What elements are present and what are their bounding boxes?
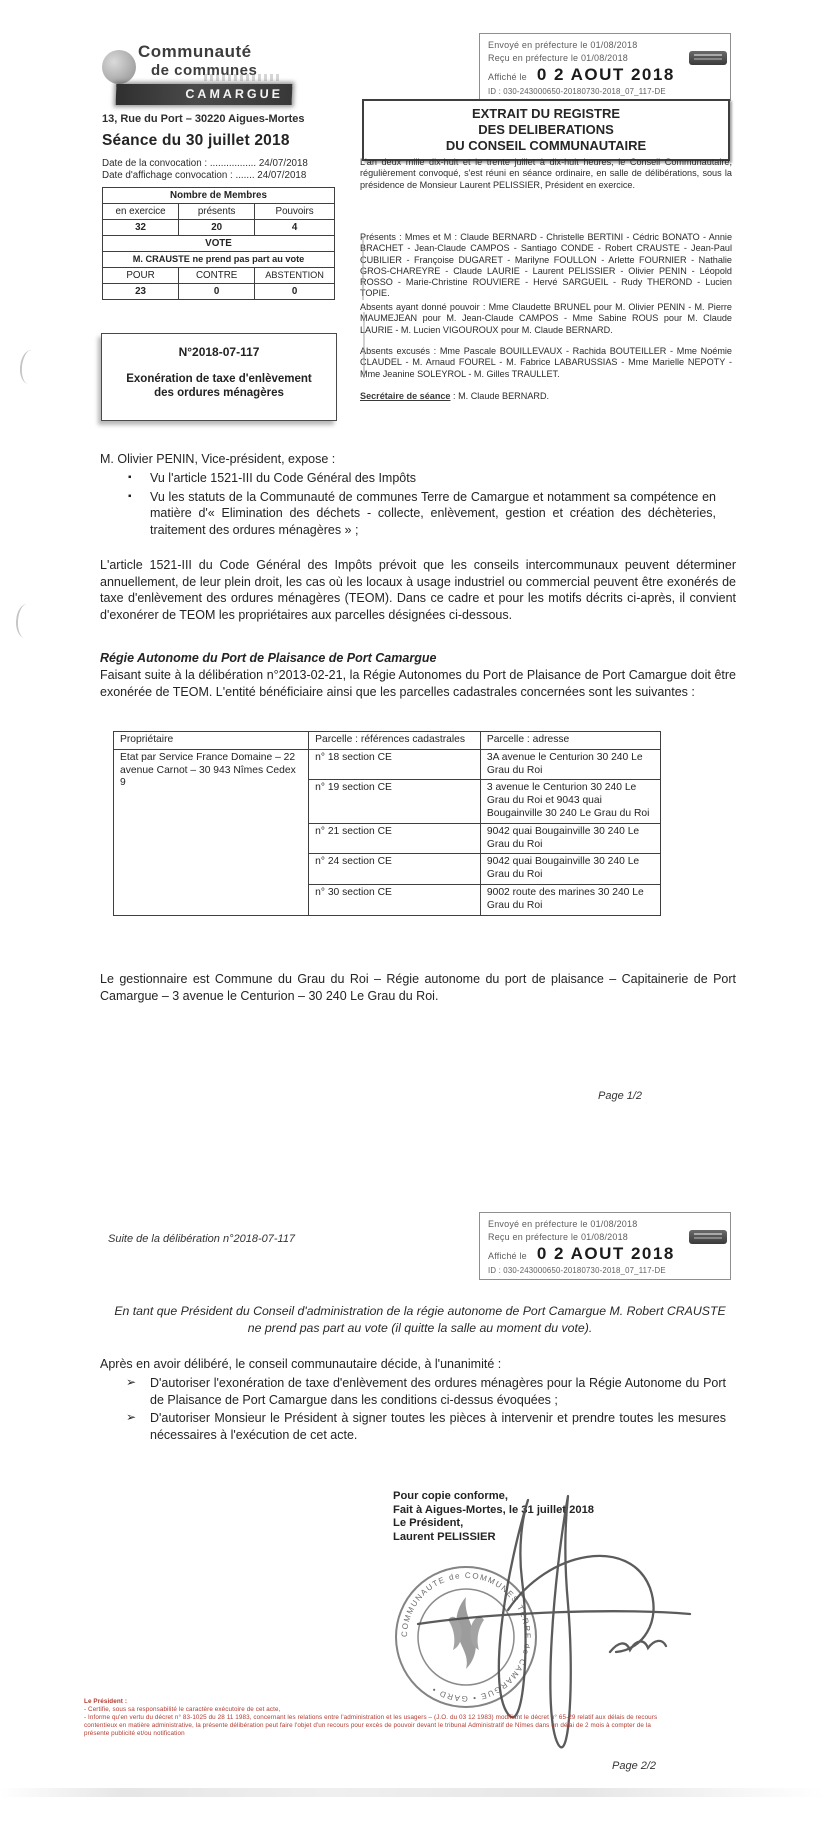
parcelles-header-proprietaire: Propriétaire [114,732,309,750]
scan-artifact [362,236,364,300]
parcelle-adresse: 9042 quai Bougainville 30 240 Le Grau du Roi [480,854,660,885]
vote-note: M. CRAUSTE ne prend pas part au vote [103,252,335,268]
parcelles-header-references: Parcelle : références cadastrales [309,732,481,750]
stamp-affiche-label: Affiché le [488,72,527,82]
absents-excuses-list: Absents excusés : Mme Pascale BOUILLEVAUX - Rachida BOUTEILLER - Mme Noémie CLAUDEL - M. Arnaud FOUREL - M. Fabrice LABARUSSIAS - Mme Marielle NEPOTY - Mme Jeanine SOLEYROL - M. Gilles TRAULLET. [360,346,732,379]
signature-line4: Laurent PELISSIER [393,1530,496,1543]
crauste-note: En tant que Président du Conseil d'administration de la régie autonome de Port Camargue M. Robert CRAUSTE ne prend pas part au vote (il quitte la salle au moment du vote). [114,1304,726,1335]
seal-text: COMMUNAUTE de COMMUNES TERRE de CAMARGUE • GARD • [399,1570,533,1704]
parcelle-ref: n° 21 section CE [309,823,481,854]
expose-bullets [128,470,716,540]
vote-col-contre: CONTRE [179,268,255,284]
vote-val-contre: 0 [179,284,255,300]
seance-title: Séance du 30 juillet 2018 [102,132,290,149]
logo-banner: CAMARGUE [116,84,293,105]
decision-text: D'autoriser Monsieur le Président à signer toutes les pièces à intervenir et prendre toutes les mesures nécessaires à l'exécution de cet acte. [150,1411,726,1442]
signature-line1: Pour copie conforme, [393,1490,508,1502]
prefecture-stamp-2 [479,1212,731,1280]
parcelles-table [113,731,661,916]
footnote-line: contentieux en matière administrative, la présente délibération peut faire l'objet d'un recours pour excès de pouvoir devant le tribunal Administratif de Nîmes dans un délai de 2 mois à compter de la [84,1722,651,1729]
table-row [114,749,661,780]
decision-item [126,1375,726,1408]
logo-address: 13, Rue du Port – 30220 Aigues-Mortes [102,113,305,125]
arrow-bullet-icon: ➢ [126,1375,137,1389]
vote-col-pour: POUR [103,268,179,284]
parcelles-owner: Etat par Service France Domaine – 22 avenue Carnot – 30 943 Nîmes Cedex 9 [114,749,309,915]
members-val-presents: 20 [179,220,255,236]
page-number-1: Page 1/2 [598,1090,643,1102]
parcelle-adresse: 9042 quai Bougainville 30 240 Le Grau du Roi [480,823,660,854]
prefecture-badge-icon [689,1230,727,1244]
deliberation-box [101,333,337,421]
decide-intro: Après en avoir délibéré, le conseil communautaire décide, à l'unanimité : [100,1357,502,1371]
parcelle-adresse: 3A avenue le Centurion 30 240 Le Grau du Roi [480,749,660,780]
logo-texture [204,74,282,81]
stamp-id: ID : 030-243000650-20180730-2018_07_117-DE [488,1266,666,1275]
register-title-line1: EXTRAIT DU REGISTRE [471,106,621,121]
register-title-line2: DES DELIBERATIONS [478,122,614,137]
footnote-line: - Informe qu'en vertu du décret n° 83-1025 du 28 11 1983, concernant les relations entre l'administration et les usagers – (J.O. du 03 12 1983) modifiant le décret n° 65-29 relatif aux délais de recours [84,1714,658,1721]
arrow-bullet-icon: ➢ [126,1410,137,1424]
expose-intro: M. Olivier PENIN, Vice-président, expose : [100,452,336,466]
parcelle-adresse: 9002 route des marines 30 240 Le Grau du Roi [480,884,660,915]
stamp-envoye: Envoyé en préfecture le 01/08/2018 [488,40,638,50]
square-bullet-icon: ▪ [128,490,132,502]
decision-text: D'autoriser l'exonération de taxe d'enlèvement des ordures ménagères pour la Régie Autonome du Port de Plaisance de Port Camargue dans les conditions ci-dessus évoquées ; [150,1376,726,1407]
page-number-2: Page 2/2 [612,1760,657,1772]
date-convocation: Date de la convocation : ................. 24/07/2018 [102,158,308,169]
legal-footnote [84,1698,739,1738]
parcelle-ref: n° 19 section CE [309,780,481,823]
logo-globe-icon [102,50,136,84]
regie-heading: Régie Autonome du Port de Plaisance de Port Camargue [100,651,437,665]
session-paragraph: L'an deux mille dix-huit et le trente juillet à dix-huit heures, le Conseil Communautaire, régulièrement convoqué, s'est réuni en séance ordinaire, en salle de délibérations, sous la présidence de Monsieur Laurent PELISSIER, Président en exercice. [360,157,732,190]
deliberation-title-line2: des ordures ménagères [154,387,284,399]
bullet-item [128,489,716,539]
footnote-line: - Certifie, sous sa responsabilité le caractère exécutoire de cet acte, [84,1706,281,1713]
members-col-pouvoirs: Pouvoirs [255,204,335,220]
bullet-text: Vu les statuts de la Communauté de communes Terre de Camargue et notamment sa compétence en matière d'« Elimination des déchets - collecte, enlèvement, gestion et création des déchèteries, traitement des ordures ménagères » ; [150,489,716,537]
decisions-list [126,1375,726,1445]
members-val-exercice: 32 [103,220,179,236]
signature-line3: Le Président, [393,1517,464,1529]
suite-deliberation-label: Suite de la délibération n°2018-07-117 [108,1233,296,1245]
parcelle-ref: n° 18 section CE [309,749,481,780]
date-affichage: Date d'affichage convocation : ....... 24/07/2018 [102,170,307,181]
article-paragraph: L'article 1521-III du Code Général des Impôts prévoit que les conseils intercommunaux peuvent déterminer annuellement, de leur plein droit, les cas où les locaux à usage industriel ou commercial peuvent être exonérés de taxe d'enlèvement des ordures ménagères (TEOM). Dans ce cadre et pour les motifs décrits ci-après, il convient d'exonérer de TEOM les propriétaires aux parcelles désignées ci-dessous. [100,558,736,622]
vote-title: VOTE [103,236,335,252]
absents-pouvoir-list: Absents ayant donné pouvoir : Mme Claudette BRUNEL pour M. Olivier PENIN - M. Pierre MAUMEJEAN pour M. Jean-Claude CAMPOS - Mme Sabine ROUS pour M. Claude LAURIE - M. Lucien VIGOUROUX pour M. Claude BERNARD. [360,302,732,335]
presents-list: Présents : Mmes et M : Claude BERNARD - Christelle BERTINI - Cédric BONATO - Annie BRACHET - Jean-Claude CAMPOS - Santiago CONDE - Robert CRAUSTE - Jean-Paul CUBILIER - Françoise DUGARET - Marilyne FOULLON - Arlette FOURNIER - Nathalie GROS-CHAREYRE - Claude LAURIE - Laurent PELISSIER - Olivier PENIN - Léopold ROSSO - Marie-Christine ROUVIERE - Hervé SARGUEIL - Rudy THEROND - Lucien TOPIE. [360,232,732,299]
parcelles-header-adresse: Parcelle : adresse [480,732,660,750]
members-table [102,187,335,300]
members-col-presents: présents [179,204,255,220]
stamp-envoye: Envoyé en préfecture le 01/08/2018 [488,1219,638,1229]
logo-line1: Communauté [138,42,252,61]
stamp-affiche-date: 0 2 AOUT 2018 [536,65,675,84]
deliberation-number: N°2018-07-117 [178,345,260,359]
parcelle-adresse: 3 avenue le Centurion 30 240 Le Grau du Roi et 9043 quai Bougainville 30 240 Le Grau du Roi [480,780,660,823]
bullet-text: Vu l'article 1521-III du Code Général des Impôts [150,471,416,485]
prefecture-badge-icon [689,51,727,65]
footnote-line: présente publicité et/ou notification [84,1730,185,1737]
register-title-box [362,99,730,161]
footnote-line: Le Président : [84,1698,128,1705]
parcelle-ref: n° 30 section CE [309,884,481,915]
binder-ring-mark [15,603,37,638]
vote-val-pour: 23 [103,284,179,300]
prefecture-stamp-1 [479,33,731,101]
secretaire-value: : M. Claude BERNARD. [450,391,550,401]
stamp-affiche-date: 0 2 AOUT 2018 [536,1244,675,1263]
stamp-recu: Reçu en préfecture le 01/08/2018 [488,1231,628,1242]
members-col-exercice: en exercice [103,204,179,220]
binder-ring-mark [18,349,41,385]
signature-line2: Fait à Aigues-Mortes, le 31 juillet 2018 [393,1503,595,1516]
register-title-line3: DU CONSEIL COMMUNAUTAIRE [445,138,647,153]
deliberation-title-line1: Exonération de taxe d'enlèvement [126,373,312,385]
logo-line2: de communes [151,62,258,79]
bullet-item [128,470,716,487]
scan-artifact [363,312,365,378]
decision-item [126,1410,726,1443]
seal-crest-icon [448,1597,484,1669]
gestionnaire-paragraph: Le gestionnaire est Commune du Grau du Roi – Régie autonome du port de plaisance – Capitainerie de Port Camargue – 3 avenue le Centurion – 30 240 Le Grau du Roi. [100,972,736,1003]
stamp-recu: Reçu en préfecture le 01/08/2018 [488,52,628,63]
secretaire-line [360,391,732,402]
stamp-id: ID : 030-243000650-20180730-2018_07_117-DE [488,87,666,96]
vote-col-abstention: ABSTENTION [255,268,335,284]
vote-val-abstention: 0 [255,284,335,300]
regie-paragraph: Faisant suite à la délibération n°2013-02-21, la Régie Autonomes du Port de Plaisance de Port Camargue doit être exonérée de TEOM. L'entité bénéficiaire ainsi que les parcelles cadastrales concernées sont les suivantes : [100,668,736,699]
stamp-affiche-label: Affiché le [488,1251,527,1261]
scan-streak-artifact [0,1788,826,1797]
secretaire-label: Secrétaire de séance [360,391,451,401]
members-val-pouvoirs: 4 [255,220,335,236]
members-table-title: Nombre de Membres [103,188,335,204]
square-bullet-icon: ▪ [128,472,132,483]
parcelle-ref: n° 24 section CE [309,854,481,885]
